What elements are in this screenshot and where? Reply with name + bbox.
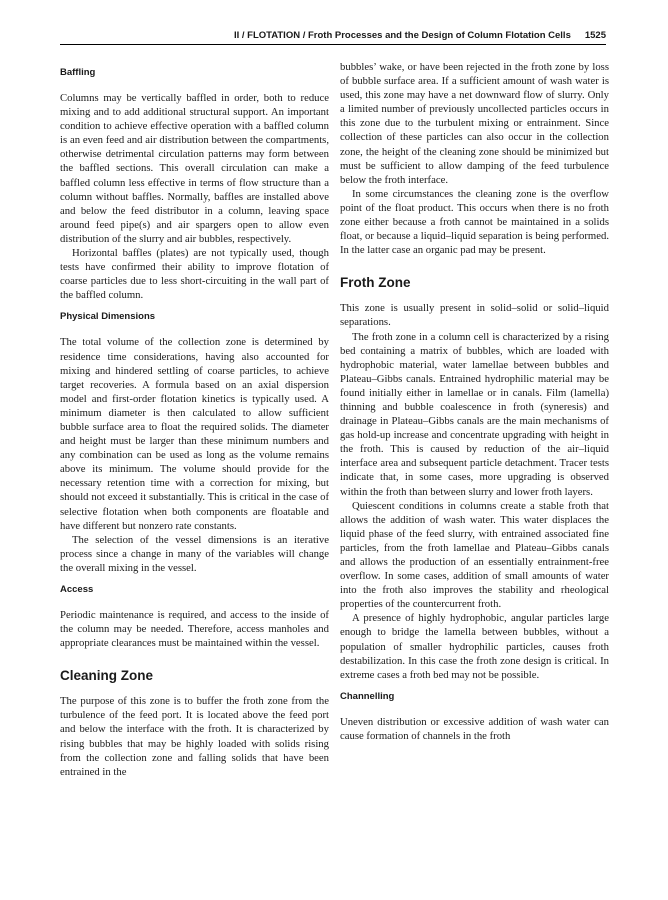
page-number: 1525 xyxy=(584,30,606,41)
paragraph: Periodic maintenance is required, and access to the inside of the column may be needed. Therefore, access manholes and appropriate clearances must be maintained within the vessel. xyxy=(60,609,329,650)
paragraph: This zone is usually present in solid–solid or solid–liquid separations. xyxy=(340,302,609,329)
paragraph: The purpose of this zone is to buffer the froth zone from the turbulence of the feed port. It is located above the feed port and below the interface with the froth. It is characterized by rising bubbles that may be highly loaded with solids rising from the collection zone and falling solids that have been entrained in the xyxy=(60,695,329,778)
paragraph-continued: bubbles’ wake, or have been rejected in the froth zone by loss of bubble surface area. If a sufficient amount of wash water is used, this zone may have a net downward flow of slurry. Only a limited number of previously uncollected particles occurs in this zone due to the turbulent mixing or entrainment. Since collection of these particles can also occur in the collection zone, the height of the cleaning zone should be minimized but must be sufficient to allow damping of the feed turbulence below the froth interface. xyxy=(340,61,609,186)
section-heading-physical-dimensions: Physical Dimensions xyxy=(60,311,156,323)
section-heading-channelling: Channelling xyxy=(340,690,395,702)
left-column xyxy=(60,60,329,850)
right-column xyxy=(340,60,609,850)
paragraph: The total volume of the collection zone is determined by residence time considerations, having also accounted for mixing and hindered settling of coarse particles, to achieve target recoveries. A formula based on an axial dispersion model and first-order flotation kinetics is typically used. A minimum diameter is then calculated to allow sufficient bubble surface area to float the required solids. The diameter and height must be larger than these minimum numbers and any combination can be used as long as the volume remains above its minimum. The volume should provide for the necessary retention time with a correction for mixing, but should not exceed it substantially. This is critical in the case of selective flotation when both components are floatable and have different but nonzero rate constants. xyxy=(60,336,329,532)
paragraph: The selection of the vessel dimensions is an iterative process since a change in many of the variables will change the overall mixing in the vessel. xyxy=(60,533,329,574)
running-title: II / FLOTATION / Froth Processes and the Design of Column Flotation Cells xyxy=(233,30,571,41)
paragraph: The froth zone in a column cell is characterized by a rising bed containing a matrix of bubbles, which are loaded with hydrophobic material, water lamellae between bubbles and Plateau–Gibbs canals. Entrained hydrophilic material may be found initially either in lamellae or in canals. Film (lamella) thinning and bubble coalescence in froth (syneresis) and drainage in Plateau–Gibbs canals are the main mechanisms of gas hold-up increase and concentrate upgrading with height in the froth. This is caused by reduction of the air–liquid interface area and subsequent particle detachment. Tracer tests indicate that, in some cases, more upgrading is observed within the froth than between slurry and lower froth layers. xyxy=(340,330,609,498)
section-heading-cleaning-zone: Cleaning Zone xyxy=(60,668,154,684)
section-heading-baffling: Baffling xyxy=(60,67,96,78)
paragraph: In some circumstances the cleaning zone is the overflow point of the float product. This occurs when there is no froth zone either because a froth cannot be maintained in a solids float, or because a liquid–liquid separation is being performed. In the latter case an organic pad may be present. xyxy=(340,187,609,257)
running-header xyxy=(60,30,606,44)
paragraph: Columns may be vertically baffled in order, both to reduce mixing and to add additional structural support. An important condition to achieve effective operation with a baffled column is an even feed and air distribution between the compartments, otherwise detrimental circulation patterns may form between the baffled sections. This overall circulation can make a baffled column less effective in terms of flow structure than a column without baffles. Normally, baffles are installed above and below the feed distributor in a column, leaving space around feed pipe(s) and air spargers open to allow even distribution of the slurry and air bubbles, respectively. xyxy=(60,92,329,245)
section-heading-access: Access xyxy=(60,584,94,595)
paragraph: Uneven distribution or excessive addition of wash water can cause formation of channels in the froth xyxy=(340,715,609,742)
header-rule xyxy=(60,44,606,45)
section-heading-froth-zone: Froth Zone xyxy=(340,275,411,291)
paragraph: Horizontal baffles (plates) are not typically used, though tests have confirmed their ability to improve flotation of coarse particles due to less short-circuiting in the wall part of the baffled column. xyxy=(60,247,329,302)
paragraph: Quiescent conditions in columns create a stable froth that allows the addition of wash water. This water displaces the liquid phase of the feed slurry, with entrained associated fine particles, from the froth lamellae and Plateau–Gibbs canals and allows the production of an essentially entrainment-free overflow. In some cases, addition of small amounts of water into the froth also improves the stability and rheological properties of the countercurrent froth. xyxy=(340,499,609,611)
paragraph: A presence of highly hydrophobic, angular particles large enough to bridge the lamella between bubbles, without a population of smaller hydrophilic particles, causes froth destabilization. In this case the froth zone design is critical. In extreme cases a froth bed may not be possible. xyxy=(340,612,609,681)
